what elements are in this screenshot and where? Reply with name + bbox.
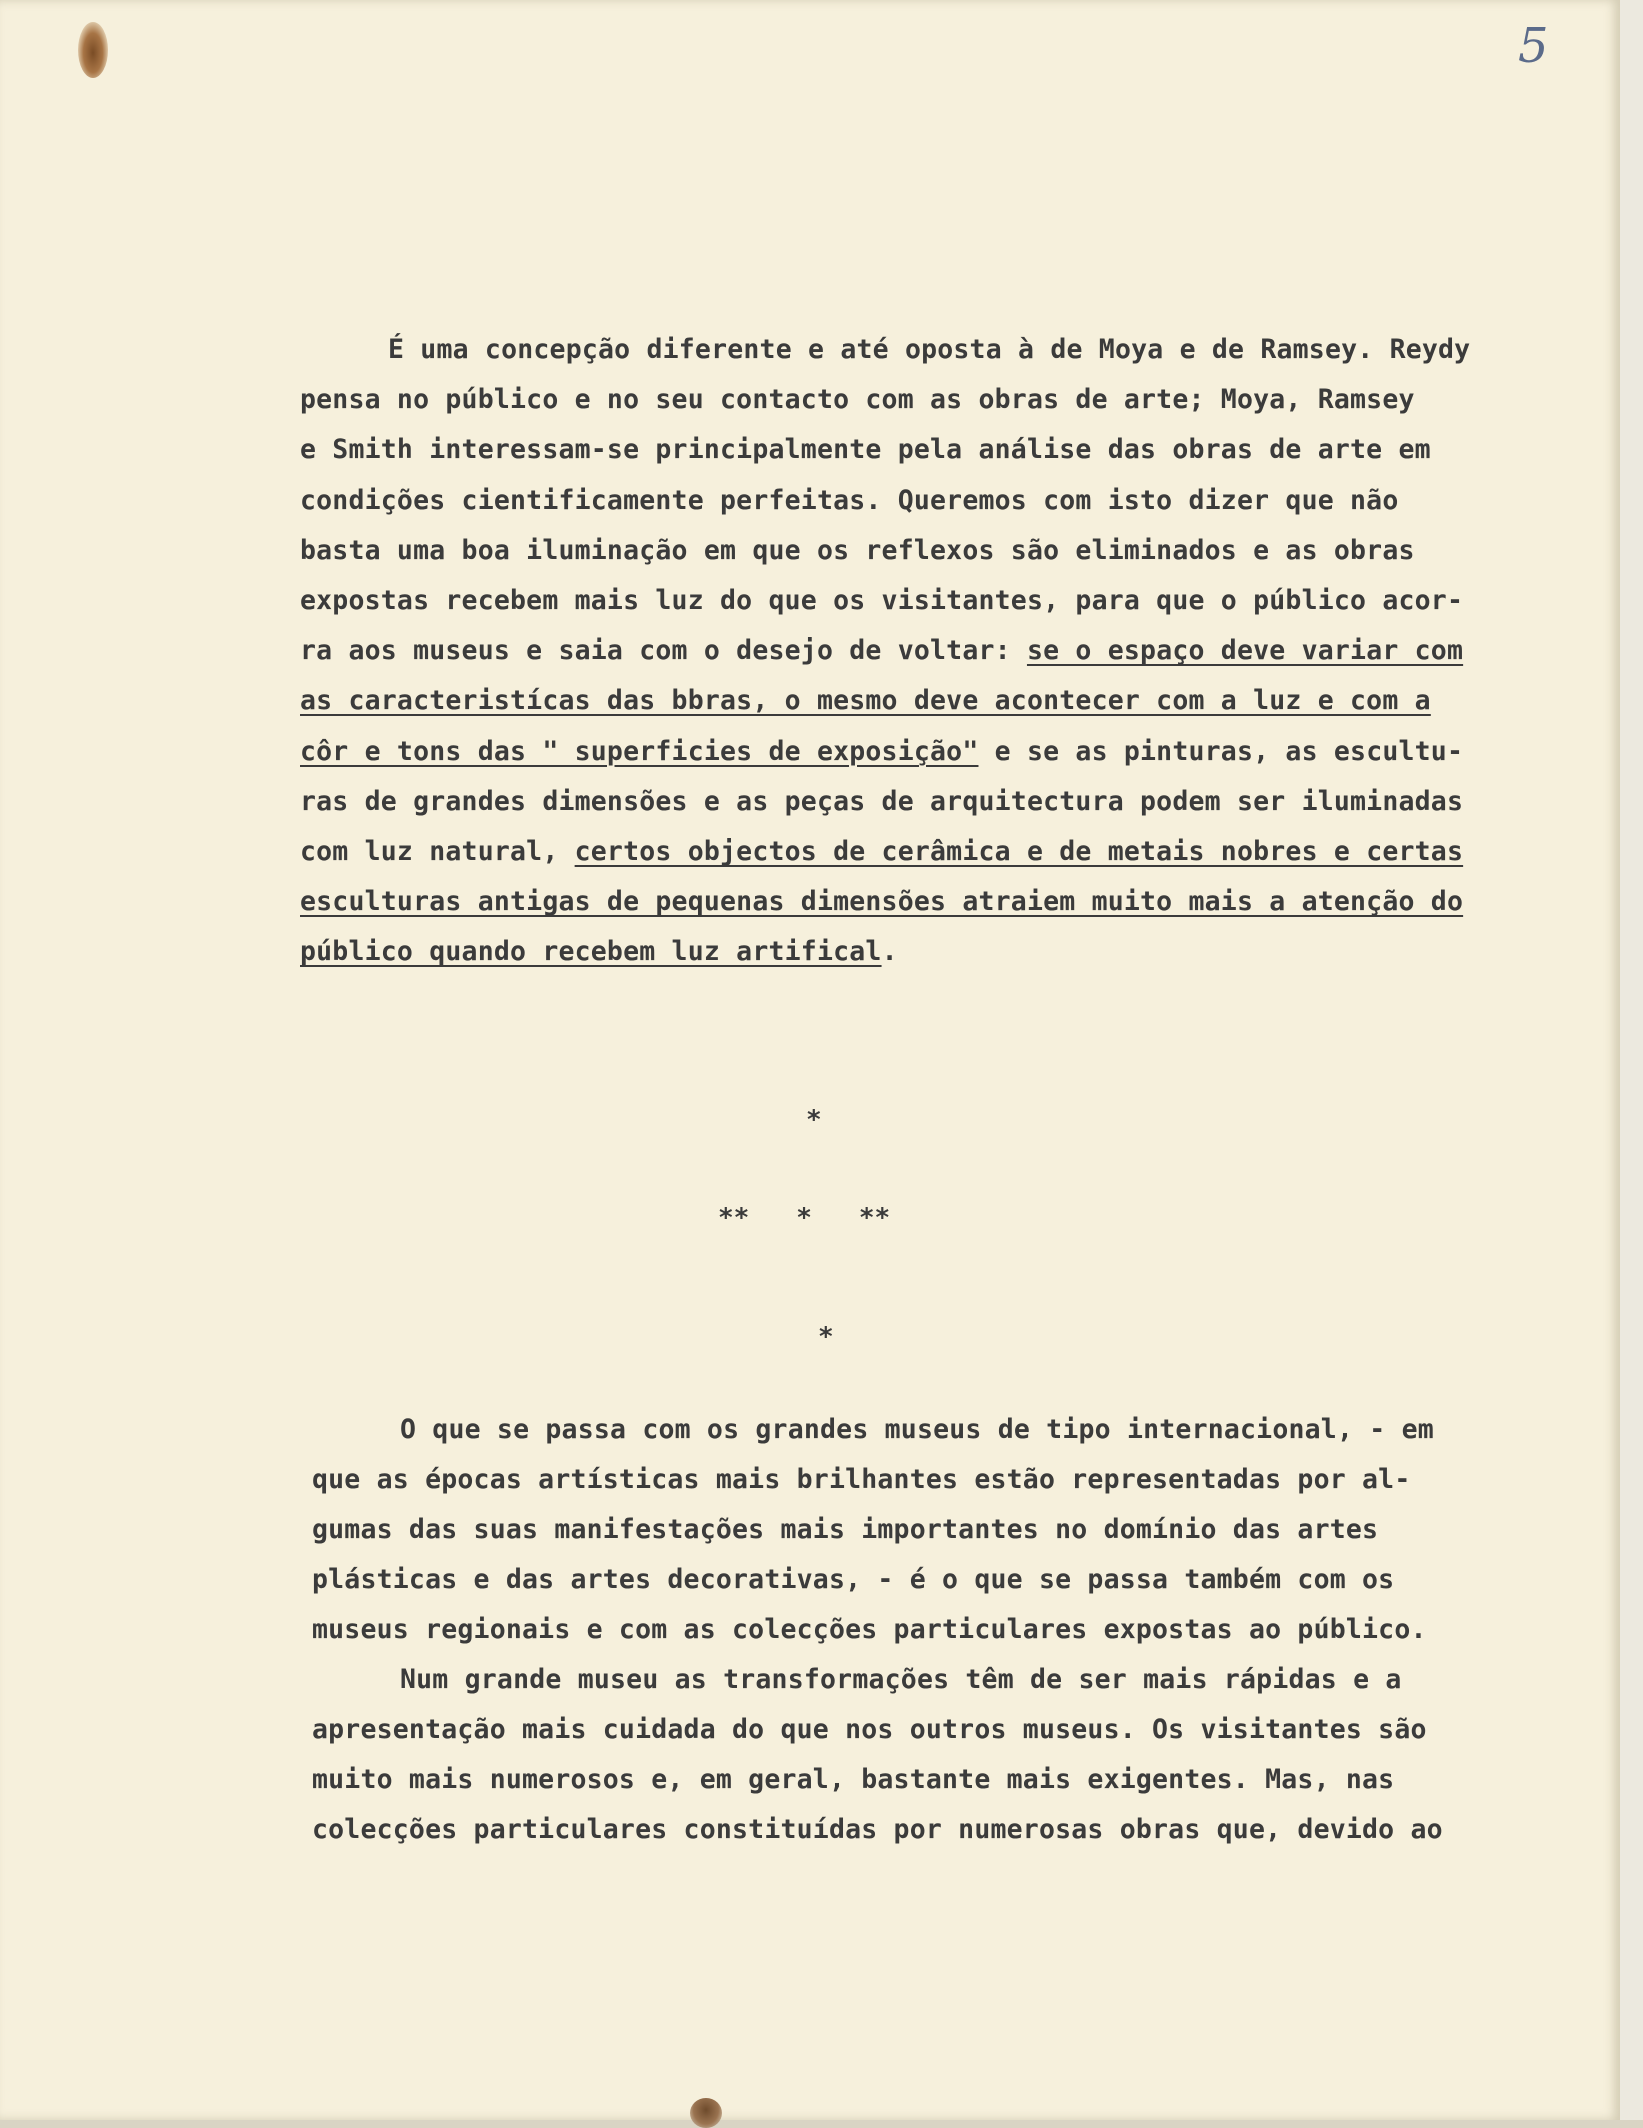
underlined-text: se o espaço deve variar com <box>1026 635 1464 667</box>
page-number: 5 <box>1518 18 1549 74</box>
text-line <box>312 1405 1612 1455</box>
text-segment: ras de grandes dimensões e as peças de arquitectura podem ser iluminadas <box>300 785 1464 817</box>
text-line <box>312 1505 1612 1555</box>
text-segment: expostas recebem mais luz do que os visitantes, para que o público acor- <box>300 585 1464 617</box>
text-line <box>312 1705 1612 1755</box>
text-line <box>300 927 1620 977</box>
text-line <box>300 877 1620 927</box>
text-segment: basta uma boa iluminação em que os reflexos são eliminados e as obras <box>300 534 1415 566</box>
underlined-text: côr e tons das " superficies de exposição" <box>300 735 979 767</box>
underlined-text: público quando recebem luz artifical <box>300 936 882 968</box>
text-segment: com luz natural, <box>300 836 575 868</box>
text-segment: ra aos museus e saia com o desejo de voltar: <box>300 635 1027 667</box>
text-line <box>312 1605 1612 1655</box>
text-line <box>300 777 1620 827</box>
separator-star-middle: ** * ** <box>718 1203 891 1233</box>
text-segment: museus regionais e com as colecções particulares expostas ao público. <box>312 1614 1427 1645</box>
text-line <box>312 1655 1612 1705</box>
text-line <box>312 1755 1612 1805</box>
separator-star-bottom: * <box>818 1322 834 1352</box>
text-segment: gumas das suas manifestações mais importantes no domínio das artes <box>312 1514 1379 1545</box>
text-segment: colecções particulares constituídas por numerosas obras que, devido ao <box>312 1814 1443 1845</box>
text-line <box>300 526 1620 576</box>
text-line <box>300 476 1620 526</box>
text-segment: O que se passa com os grandes museus de tipo internacional, - em <box>400 1414 1434 1445</box>
paragraph-2 <box>312 1405 1612 1855</box>
text-segment: plásticas e das artes decorativas, - é o que se passa também com os <box>312 1564 1395 1595</box>
text-line <box>312 1455 1612 1505</box>
text-line <box>300 325 1620 375</box>
text-segment: condições cientificamente perfeitas. Queremos com isto dizer que não <box>300 484 1399 516</box>
underlined-text: as caracteristícas das bbras, o mesmo deve acontecer com a luz e com a <box>300 685 1431 717</box>
separator-star-top: * <box>806 1105 822 1135</box>
text-line <box>312 1805 1612 1855</box>
text-segment: . <box>881 936 898 968</box>
text-line <box>300 727 1620 777</box>
text-line <box>312 1555 1612 1605</box>
text-segment: que as épocas artísticas mais brilhantes estão representadas por al- <box>312 1464 1411 1495</box>
text-line <box>300 626 1620 676</box>
text-segment: apresentação mais cuidada do que nos outros museus. Os visitantes são <box>312 1714 1427 1745</box>
paragraph-1 <box>300 325 1620 978</box>
text-segment: É uma concepção diferente e até oposta à de Moya e de Ramsey. Reydy <box>388 334 1471 365</box>
underlined-text: esculturas antigas de pequenas dimensões atraiem muito mais a atenção do <box>300 886 1464 918</box>
text-segment: Num grande museu as transformações têm de ser mais rápidas e a <box>400 1664 1402 1695</box>
text-line <box>300 827 1620 877</box>
text-line <box>300 676 1620 726</box>
underlined-text: certos objectos de cerâmica e de metais nobres e certas <box>574 836 1464 868</box>
text-line <box>300 375 1620 425</box>
stain-mark-bottom <box>690 2098 722 2128</box>
stain-mark <box>78 22 108 78</box>
text-segment: muito mais numerosos e, em geral, bastante mais exigentes. Mas, nas <box>312 1764 1395 1795</box>
page-edge <box>1620 0 1643 2120</box>
text-line <box>300 425 1620 475</box>
text-segment: pensa no público e no seu contacto com as obras de arte; Moya, Ramsey <box>300 384 1415 416</box>
text-segment: e Smith interessam-se principalmente pela análise das obras de arte em <box>300 434 1431 466</box>
text-line <box>300 576 1620 626</box>
text-segment: e se as pinturas, as escultu- <box>978 735 1464 767</box>
